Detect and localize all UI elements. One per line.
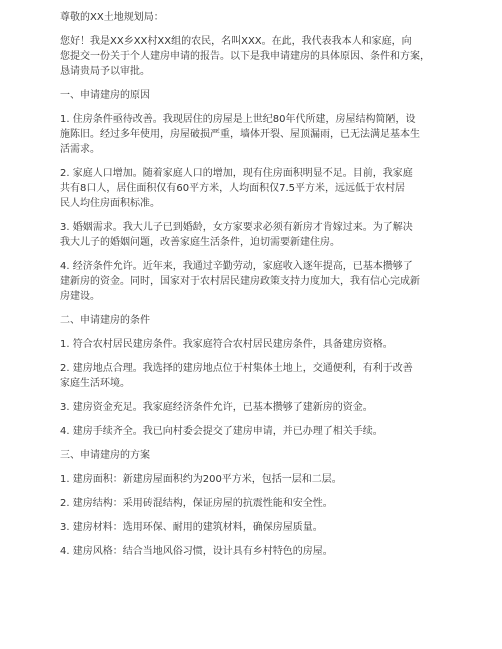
paragraph-line: 1. 建房面积：新建房屋面积约为200平方米，包括一层和二层。 — [60, 474, 342, 485]
paragraph-line: 1. 住房条件亟待改善。我现居住的房屋是上世纪80年代所建，房屋结构简陋，设 — [60, 114, 416, 125]
section-title: 二、申请建房的条件 — [60, 315, 150, 326]
paragraph-line: 活需求。 — [60, 144, 100, 155]
paragraph-line: 我大儿子的婚姻问题，改善家庭生活条件，迫切需要新建住房。 — [60, 237, 340, 248]
paragraph-line: 2. 建房结构：采用砖混结构，保证房屋的抗震性能和安全性。 — [60, 498, 333, 509]
paragraph-line: 3. 建房资金充足。我家庭经济条件允许，已基本攒够了建新房的资金。 — [60, 402, 373, 413]
intro-line: 您提交一份关于个人建房申请的报告。以下是我申请建房的具体原因、条件和方案， — [60, 51, 430, 62]
paragraph-line: 4. 经济条件允许。近年来，我通过辛勤劳动，家庭收入逐年提高，已基本攒够了 — [60, 261, 413, 272]
paragraph-line: 家庭生活环境。 — [60, 378, 130, 389]
salutation: 尊敬的XX土地规划局： — [60, 12, 164, 23]
paragraph-line: 施陈旧。经过多年使用，房屋破损严重，墙体开裂、屋顶漏雨，已无法满足基本生 — [60, 129, 420, 140]
intro-line: 恳请贵局予以审批。 — [60, 66, 150, 77]
paragraph-line: 4. 建房风格：结合当地风俗习惯，设计具有乡村特色的房屋。 — [60, 546, 333, 557]
paragraph-line: 3. 建房材料：选用环保、耐用的建筑材料，确保房屋质量。 — [60, 522, 323, 533]
paragraph-line: 房建设。 — [60, 291, 100, 302]
intro-line: 您好！我是XX乡XX村XX组的农民，名叫XXX。在此，我代表我本人和家庭，向 — [60, 36, 412, 47]
paragraph-line: 建新房的资金。同时，国家对于农村居民建房政策支持力度加大，我有信心完成新 — [60, 276, 420, 287]
section-title: 三、申请建房的方案 — [60, 450, 150, 461]
paragraph-line: 4. 建房手续齐全。我已向村委会提交了建房申请，并已办理了相关手续。 — [60, 426, 383, 437]
paragraph-line: 3. 婚姻需求。我大儿子已到婚龄，女方家要求必须有新房才肯嫁过来。为了解决 — [60, 222, 413, 233]
paragraph-line: 2. 家庭人口增加。随着家庭人口的增加，现有住房面积明显不足。目前，我家庭 — [60, 168, 413, 179]
paragraph-line: 2. 建房地点合理。我选择的建房地点位于村集体土地上，交通便利，有利于改善 — [60, 363, 413, 374]
paragraph-line: 民人均住房面积标准。 — [60, 198, 160, 209]
section-title: 一、申请建房的原因 — [60, 90, 150, 101]
paragraph-line: 1. 符合农村居民建房条件。我家庭符合农村居民建房条件，具备建房资格。 — [60, 339, 393, 350]
paragraph-line: 共有8口人，居住面积仅有60平方米，人均面积仅7.5平方米，远远低于农村居 — [60, 183, 405, 194]
